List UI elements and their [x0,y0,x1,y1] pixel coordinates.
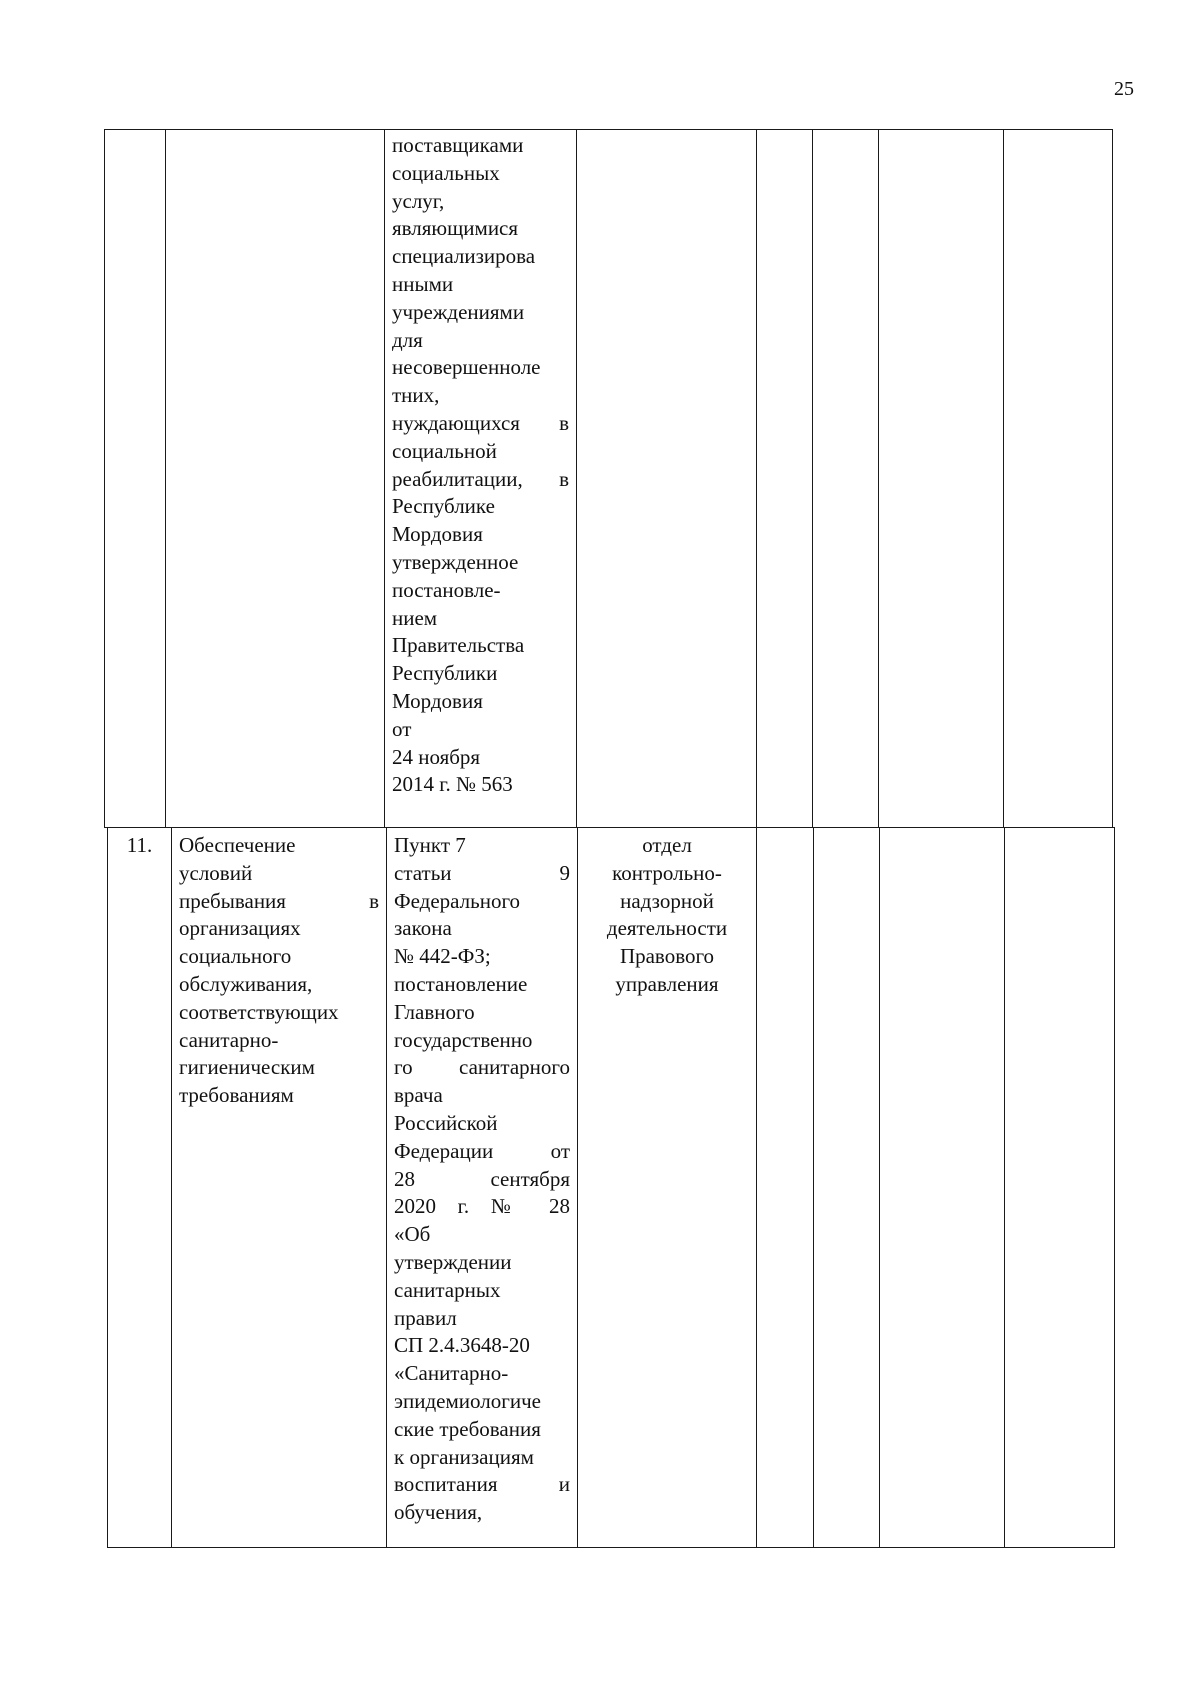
text-line: СП 2.4.3648-20 [394,1333,530,1358]
text-line: Федерации от [394,1138,570,1163]
text-line: ские требования [394,1416,541,1441]
text-line: эпидемиологиче [394,1388,541,1413]
text-line: Республике [392,494,495,519]
text-line: специализирова [392,244,536,269]
text-line: Обеспечение [179,833,296,857]
text-line: санитарно- [179,1027,279,1052]
cell-empty [879,130,1004,828]
cell-number: 11. [108,828,172,1548]
text-line: «Санитарно- [394,1361,509,1386]
text-line: нными [392,271,454,296]
text-line: контрольно- [612,860,722,885]
text-line: Правового [619,944,715,969]
cell-empty [1005,828,1115,1548]
text-line: учреждениями [392,299,525,324]
cell-empty [757,130,813,828]
text-line: Российской [394,1110,498,1135]
cell-requirement [166,130,385,828]
text-line: управления [615,971,719,996]
text-line: санитарных [394,1277,501,1302]
text-line: № 442-ФЗ; [394,944,491,969]
text-line: реабилитации, в [392,466,569,491]
text-line: Правительства [392,633,525,658]
text-line: услуг, [392,188,445,213]
text-line: социальной [392,438,497,463]
text-line: условий [179,860,253,885]
text-line: для [392,327,423,352]
cell-legal-basis [387,828,578,1548]
text-line: правил [394,1305,457,1330]
text-line: деятельности [606,916,728,941]
text-line: пребывания в [179,888,379,913]
text-line: социальных [392,160,500,185]
text-line: Пункт 7 [394,833,466,857]
text-line: утвержденное [392,549,519,574]
text-line: Главного [394,999,475,1024]
text-line: отдел [642,833,692,857]
text-line: от [392,716,412,741]
text-line: статьи 9 [394,860,570,885]
page-number: 25 [1114,78,1134,100]
cell-number [105,130,166,828]
cell-empty [880,828,1005,1548]
text-line: поставщиками [392,133,524,157]
text-line: организациях [179,916,301,941]
cell-empty [814,828,880,1548]
text-line: к организациям [394,1444,534,1469]
text-line: тних, [392,383,440,408]
text-line: соответствующих [179,999,339,1024]
text-line: Мордовия [392,522,483,547]
cell-empty [1004,130,1113,828]
text-line: воспитания и [394,1472,570,1497]
text-line: гигиеническим [179,1055,315,1080]
text-line: закона [394,916,452,941]
text-line: 2014 г. № 563 [392,772,513,797]
text-line: «Об [394,1222,431,1247]
cell-responsible [578,828,757,1548]
text-line: нием [392,605,438,630]
cell-empty [757,828,814,1548]
text-line: нуждающихся в [392,410,569,435]
text-line: 2020 г. № 28 [394,1194,570,1219]
cell-empty [813,130,879,828]
text-line: 28 сентября [394,1166,570,1191]
text-line: постановление [394,971,528,996]
text-line: являющимися [392,216,519,241]
text-line: надзорной [620,888,714,913]
text-line: Мордовия [392,688,483,713]
table-row-11 [107,827,1115,1548]
cell-legal-basis [385,130,577,828]
text-line: несовершенноле [392,355,541,380]
cell-requirement [172,828,387,1548]
text-line: го санитарного [394,1055,570,1080]
text-line: врача [394,1083,443,1108]
text-line: социального [179,944,292,969]
table-row [105,130,1113,828]
text-line: государственно [394,1027,533,1052]
text-line: постановле- [392,577,501,602]
text-line: утверждении [394,1249,512,1274]
text-line: Республики [392,661,498,686]
text-line: требованиям [179,1083,294,1108]
table-continuation [104,129,1113,828]
text-line: обучения, [394,1500,483,1525]
cell-responsible [577,130,757,828]
text-line: Федерального [394,888,521,913]
text-line: 24 ноября [392,744,481,769]
text-line: обслуживания, [179,971,313,996]
table-row [108,828,1115,1548]
